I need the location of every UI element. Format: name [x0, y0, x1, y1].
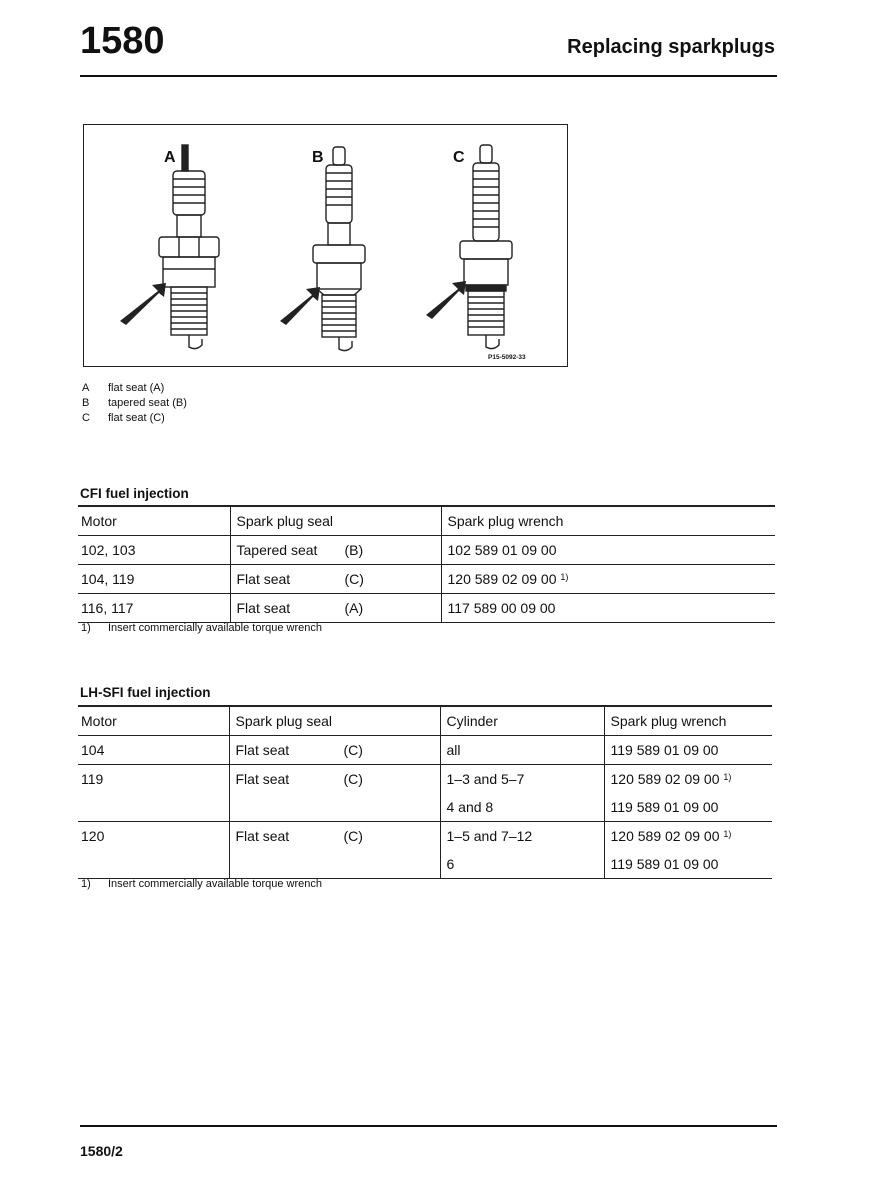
wrench-cell	[604, 736, 772, 765]
wrench-cell	[604, 765, 772, 794]
wrench-number: 119 589 01 09 00	[610, 856, 719, 872]
cfi-footnote	[81, 622, 322, 634]
legend-item	[82, 396, 187, 411]
column-header: Spark plug wrench	[604, 706, 772, 736]
table-row	[78, 765, 772, 794]
table-header-row	[78, 506, 775, 536]
footer-rule	[80, 1125, 777, 1127]
cfi-table	[78, 505, 775, 623]
seat-code: (C)	[343, 828, 363, 844]
column-header: Spark plug wrench	[441, 506, 775, 536]
legend-key: A	[82, 382, 90, 394]
footnote-key: 1)	[81, 622, 91, 634]
seal-type: Flat seat	[235, 771, 290, 787]
seal-type: Flat seat	[235, 828, 290, 844]
table-row	[78, 536, 775, 565]
column-header: Spark plug seal	[230, 506, 441, 536]
seal-cell	[229, 736, 440, 765]
plug-label-a: A	[164, 149, 176, 166]
lhsfi-section-title: LH-SFI fuel injection	[80, 685, 211, 700]
seal-type: Flat seat	[236, 600, 291, 616]
motor-cell: 104, 119	[78, 565, 230, 594]
wrench-cell	[441, 565, 775, 594]
spark-plug-a	[120, 145, 219, 349]
seal-cell	[229, 765, 440, 822]
seal-type: Tapered seat	[236, 542, 318, 558]
motor-cell: 102, 103	[78, 536, 230, 565]
wrench-number: 120 589 02 09 00	[447, 571, 557, 587]
seat-code: (C)	[344, 571, 364, 587]
wrench-cell	[604, 822, 772, 851]
wrench-number: 120 589 02 09 00	[610, 771, 720, 787]
page-number-heading: 1580	[80, 20, 165, 62]
footnote-ref: 1)	[723, 772, 732, 782]
wrench-number: 119 589 01 09 00	[610, 742, 719, 758]
table-row	[78, 565, 775, 594]
wrench-cell	[441, 594, 775, 623]
cylinder-cell: 4 and 8	[440, 793, 604, 822]
lhsfi-footnote	[81, 878, 322, 890]
wrench-number: 119 589 01 09 00	[610, 799, 719, 815]
figure-code: P15-5092-33	[488, 354, 526, 361]
plug-label-b: B	[312, 149, 324, 166]
legend-item	[82, 411, 187, 426]
column-header: Spark plug seal	[229, 706, 440, 736]
plug-label-c: C	[453, 149, 465, 166]
table-row	[78, 736, 772, 765]
page-title: Replacing sparkplugs	[567, 36, 775, 58]
spark-plug-figure	[83, 124, 568, 367]
footnote-text: Insert commercially available torque wrench	[108, 622, 322, 634]
motor-cell: 120	[78, 822, 229, 879]
legend-text: tapered seat (B)	[108, 397, 187, 409]
legend-text: flat seat (A)	[108, 382, 165, 394]
wrench-number: 102 589 01 09 00	[447, 542, 557, 558]
motor-cell: 104	[78, 736, 229, 765]
motor-cell: 116, 117	[78, 594, 230, 623]
column-header: Cylinder	[440, 706, 604, 736]
legend-key: C	[82, 412, 90, 424]
spark-plug-b	[280, 147, 365, 351]
seat-code: (A)	[344, 600, 364, 616]
table-header-row	[78, 706, 772, 736]
cylinder-cell: all	[440, 736, 604, 765]
table-row	[78, 594, 775, 623]
wrench-number: 120 589 02 09 00	[610, 828, 720, 844]
seat-code: (C)	[343, 771, 363, 787]
seal-cell	[230, 594, 441, 623]
header-rule	[80, 75, 777, 77]
seal-type: Flat seat	[236, 571, 291, 587]
footnote-text: Insert commercially available torque wrench	[108, 878, 322, 890]
footnote-key: 1)	[81, 878, 91, 890]
spark-plug-illustration	[84, 125, 569, 368]
footer-page-code: 1580/2	[80, 1143, 123, 1159]
footnote-ref: 1)	[560, 572, 569, 582]
motor-cell: 119	[78, 765, 229, 822]
seat-code: (C)	[343, 742, 363, 758]
wrench-cell	[604, 793, 772, 822]
lhsfi-table	[78, 705, 772, 879]
wrench-cell	[441, 536, 775, 565]
cfi-section-title: CFI fuel injection	[80, 486, 189, 501]
legend-key: B	[82, 397, 90, 409]
legend-item	[82, 381, 187, 396]
seat-code: (B)	[344, 542, 364, 558]
seal-cell	[230, 536, 441, 565]
column-header: Motor	[78, 506, 230, 536]
seal-type: Flat seat	[235, 742, 290, 758]
table-row	[78, 822, 772, 851]
cylinder-cell: 1–3 and 5–7	[440, 765, 604, 794]
seal-cell	[230, 565, 441, 594]
seal-cell	[229, 822, 440, 879]
footnote-ref: 1)	[723, 829, 732, 839]
legend-text: flat seat (C)	[108, 412, 165, 424]
wrench-cell	[604, 850, 772, 879]
figure-legend	[82, 381, 187, 426]
cylinder-cell: 6	[440, 850, 604, 879]
column-header: Motor	[78, 706, 229, 736]
cylinder-cell: 1–5 and 7–12	[440, 822, 604, 851]
spark-plug-c	[426, 145, 512, 349]
wrench-number: 117 589 00 09 00	[447, 600, 556, 616]
